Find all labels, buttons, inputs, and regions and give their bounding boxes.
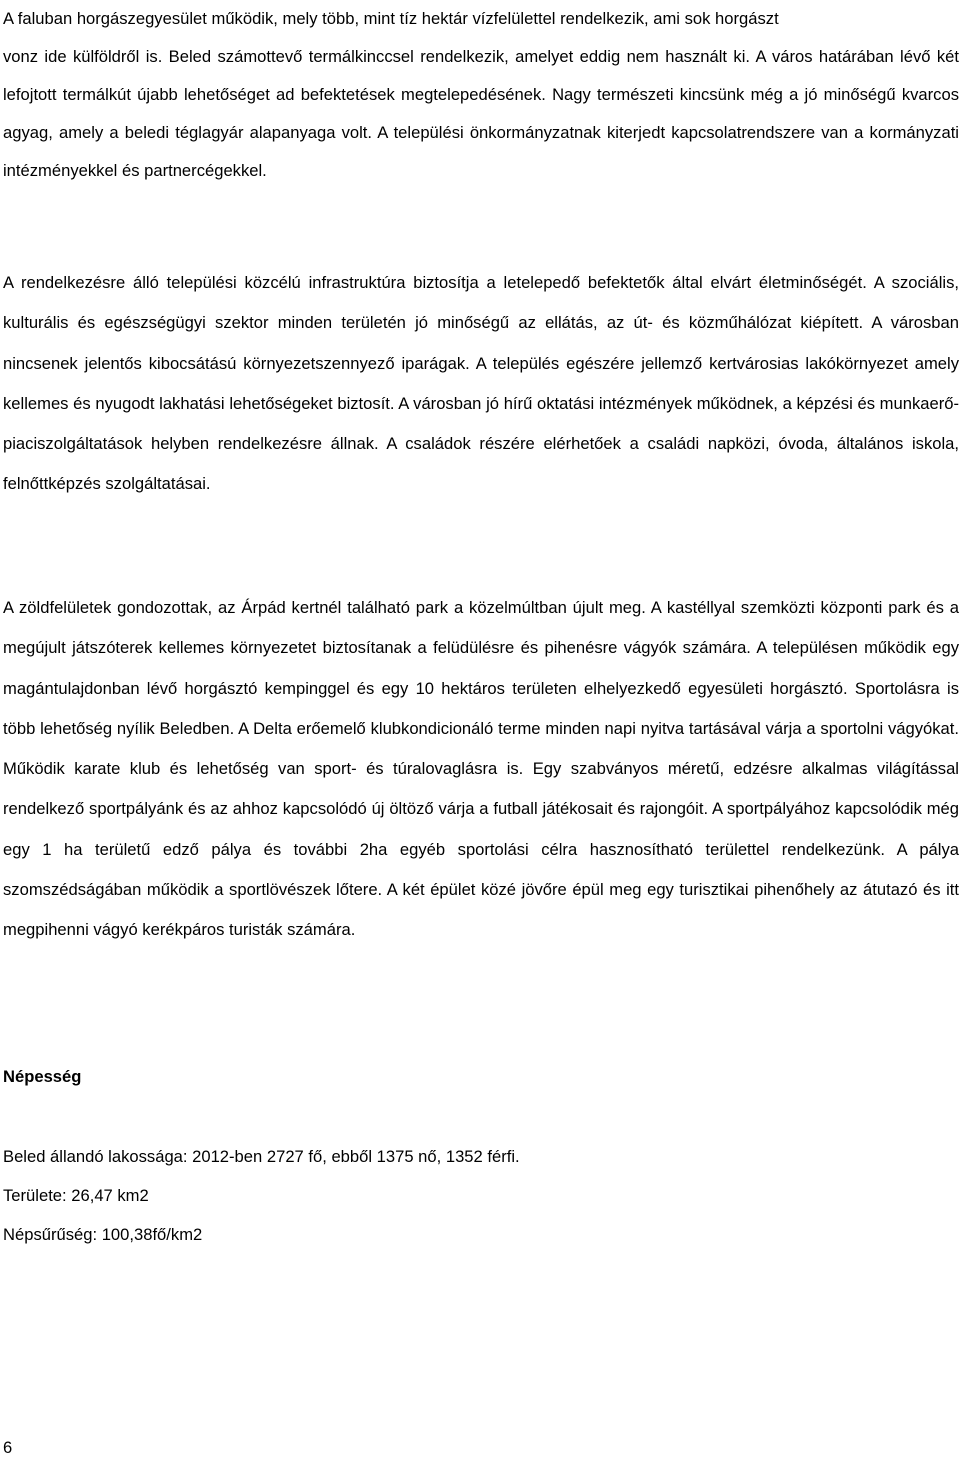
section-heading-population: Népesség — [3, 1067, 82, 1086]
paragraph-intro — [3, 0, 959, 190]
paragraph-intro-rest: vonz ide külföldről is. Beled számottevő termálkinccsel rendelkezik, amelyet eddig nem használt ki. A város határában lévő két lefojtott termálkút újabb lehetőséget ad befektetések megtelepedésének. Nagy természeti kincsünk még a jó minőségű kvarcos agyag, amely a beledi téglagyár alapanyaga volt. A települési önkormányzatnak kiterjedt kapcsolatrendszere van a kormányzati intézményekkel és partnercégekkel. — [3, 47, 959, 180]
population-stat: Beled állandó lakossága: 2012-ben 2727 fő, ebből 1375 nő, 1352 férfi. — [3, 1147, 520, 1166]
area-stat: Területe: 26,47 km2 — [3, 1186, 149, 1205]
paragraph-leisure: A zöldfelületek gondozottak, az Árpád kertnél található park a közelmúltban újult meg. A kastéllyal szemközti központi park és a megújult játszóterek kellemes környezetet biztosítanak a felüdülésre és pihenésre vágyók számára. A településen működik egy magántulajdonban lévő horgásztó kempinggel és egy 10 hektáros területen elhelyezkedő egyesületi horgásztó. Sportolásra is több lehetőség nyílik Beledben. A Delta erőemelő klubkondicionáló terme minden napi nyitva tartásával várja a sportolni vágyókat. Működik karate klub és lehetőség van sport- és túralovaglásra is. Egy szabványos méretű, edzésre alkalmas világítással rendelkező sportpályánk és az ahhoz kapcsolódó új öltöző várja a futball játékosait és rajongóit. A sportpályához kapcsolódik még egy 1 ha területű edző pálya és további 2ha egyéb sportolási célra hasznosítható területtel rendelkezünk. A pálya szomszédságában működik a sportlövészek lőtere. A két épület közé jövőre épül meg egy turisztikai pihenőhely az átutazó és itt megpihenni vágyó kerékpáros turisták számára. — [3, 598, 959, 940]
paragraph-infrastructure: A rendelkezésre álló települési közcélú infrastruktúra biztosítja a letelepedő befektetők által elvárt életminőségét. A szociális, kulturális és egészségügyi szektor minden területén jó minőségű az ellátás, az út- és közműhálózat kiépített. A városban nincsenek jelentős kibocsátású környezetszennyező iparágak. A település egészére jellemző kertvárosias lakókörnyezet amely kellemes és nyugodt lakhatási lehetőségeket biztosít. A városban jó hírű oktatási intézmények működnek, a képzési és munkaerő-piaciszolgáltatások helyben rendelkezésre állnak. A családok részére elérhetőek a családi napközi, óvoda, általános iskola, felnőttképzés szolgáltatásai. — [3, 273, 959, 494]
paragraph-intro-line-1: A faluban horgászegyesület működik, mely több, mint tíz hektár vízfelülettel rendelkezik, ami sok horgászt — [3, 9, 779, 28]
page-number: 6 — [3, 1438, 13, 1457]
density-stat: Népsűrűség: 100,38fő/km2 — [3, 1225, 203, 1244]
